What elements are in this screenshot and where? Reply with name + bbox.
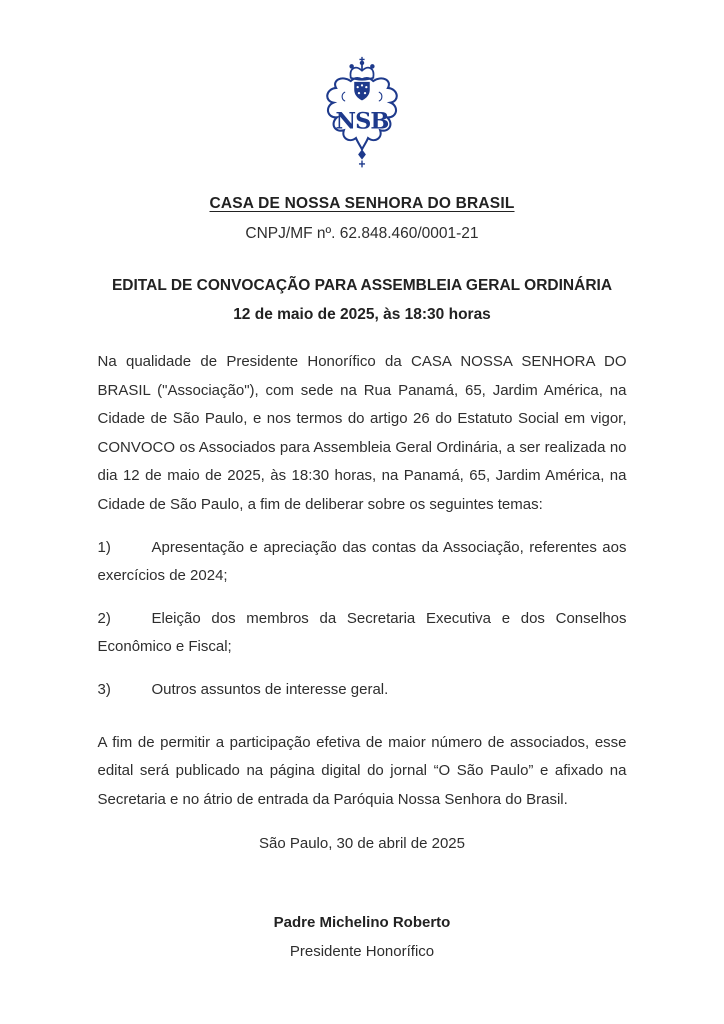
logo-container bbox=[0, 0, 724, 175]
nsb-crest-logo bbox=[316, 56, 408, 170]
crest-monogram: NSB bbox=[335, 108, 389, 135]
edital-title: EDITAL DE CONVOCAÇÃO PARA ASSEMBLEIA GERAL ORDINÁRIA bbox=[111, 277, 613, 294]
crest-finial bbox=[358, 149, 366, 167]
agenda-item-1 bbox=[98, 534, 627, 591]
opening-paragraph: Na qualidade de Presidente Honorífico da CASA NOSSA SENHORA DO BRASIL ("Associação"), com sede na Rua Panamá, 65, Jardim América, na Cidade de São Paulo, e nos termos do artigo 26 do Estatuto Social em vigor, CONVOCO os Associados para Assembleia Geral Ordinária, a ser realizada no dia 12 de maio de 2025, às 18:30 horas, na Panamá, 65, Jardim América, na Cidade de São Paulo, a fim de deliberar sobre os seguintes temas: bbox=[97, 353, 627, 513]
shield-icon bbox=[354, 82, 370, 101]
agenda-item-number: 3) bbox=[97, 680, 111, 698]
agenda-item-text: Eleição dos membros da Secretaria Executiva e dos Conselhos Econômico e Fiscal; bbox=[97, 609, 627, 656]
signature-name: Padre Michelino Roberto bbox=[273, 913, 451, 931]
agenda-item-text: Outros assuntos de interesse geral. bbox=[151, 680, 389, 698]
crown-icon bbox=[350, 62, 374, 80]
agenda-item-2 bbox=[98, 605, 627, 662]
agenda-item-number: 1) bbox=[97, 538, 111, 556]
closing-paragraph: A fim de permitir a participação efetiva de maior número de associados, esse edital será publicado na página digital do jornal “O São Paulo” e afixado na Secretaria e no átrio de entrada da Paróquia Nossa Senhora do Brasil. bbox=[97, 733, 627, 808]
signature-title: Presidente Honorífico bbox=[289, 942, 435, 960]
cnpj-line: CNPJ/MF nº. 62.848.460/0001-21 bbox=[245, 225, 479, 242]
organization-name: CASA DE NOSSA SENHORA DO BRASIL bbox=[209, 195, 515, 212]
document-body bbox=[98, 195, 627, 966]
edital-datetime: 12 de maio de 2025, às 18:30 horas bbox=[233, 306, 491, 323]
dateline: São Paulo, 30 de abril de 2025 bbox=[259, 835, 465, 853]
agenda-item-3 bbox=[98, 676, 627, 705]
agenda-item-text: Apresentação e apreciação das contas da Associação, referentes aos exercícios de 2024; bbox=[97, 538, 627, 585]
agenda-item-number: 2) bbox=[97, 609, 111, 627]
